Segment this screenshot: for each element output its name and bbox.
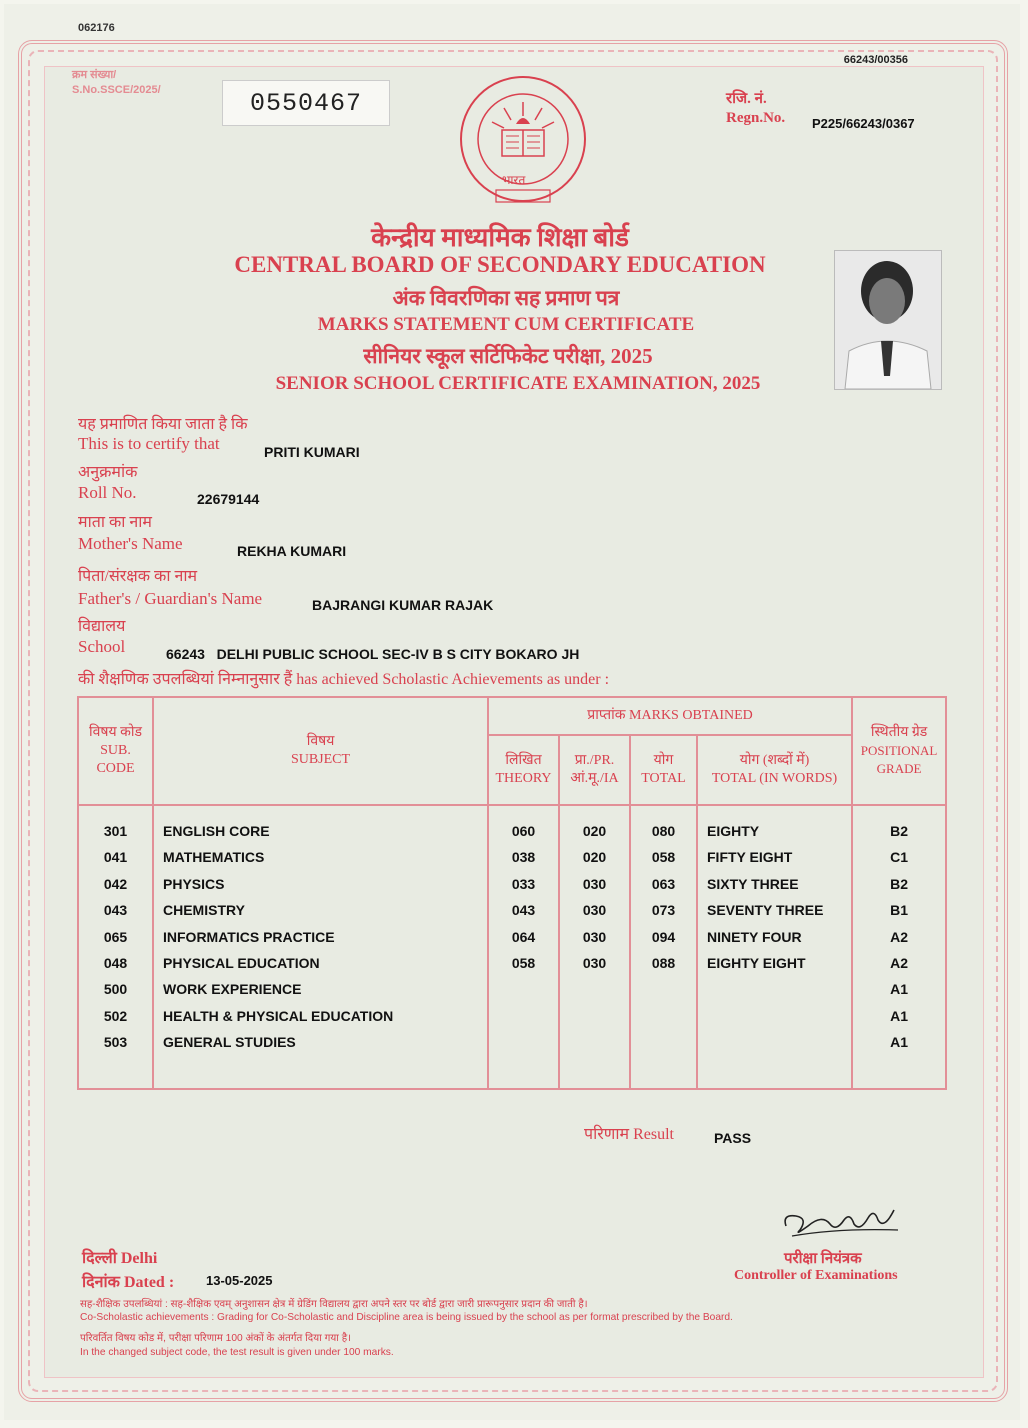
col-sub-code — [78, 805, 153, 1089]
table-cell: 502 — [103, 1007, 128, 1024]
issue-date: 13-05-2025 — [206, 1273, 273, 1288]
roll-number: 22679144 — [197, 491, 260, 507]
header-theory — [488, 735, 559, 805]
table-cell: 088 — [651, 955, 676, 972]
regn-number: P225/66243/0367 — [812, 116, 915, 131]
result-value: PASS — [714, 1130, 752, 1146]
header-total-hi: योग — [653, 753, 674, 768]
dated-label: दिनांक Dated : — [82, 1274, 175, 1291]
father-name: BAJRANGI KUMAR RAJAK — [312, 597, 494, 613]
table-cell: A1 — [890, 1034, 908, 1051]
table-cell: A1 — [890, 981, 908, 998]
table-cell: 080 — [651, 823, 676, 839]
table-body-row — [78, 805, 946, 1089]
certify-label-hi: यह प्रमाणित किया जाता है कि — [78, 416, 248, 433]
header-subject-hi: विषय — [306, 734, 335, 749]
table-cell: 043 — [103, 902, 128, 919]
table-cell: 030 — [582, 902, 607, 919]
table-cell: 020 — [582, 823, 607, 839]
table-cell: MATHEMATICS — [163, 849, 265, 866]
serial-number: 0550467 — [222, 80, 390, 126]
student-name: PRITI KUMARI — [264, 444, 360, 460]
table-cell: 094 — [651, 928, 676, 945]
table-cell: NINETY FOUR — [707, 928, 802, 945]
header-total-words — [697, 735, 852, 805]
emblem-label: भारत — [502, 173, 526, 187]
father-label-en: Father's / Guardian's Name — [78, 589, 263, 608]
table-cell: A1 — [890, 1007, 908, 1024]
father-label-hi: पिता/संरक्षक का नाम — [78, 568, 198, 585]
school-label-en: School — [78, 637, 126, 656]
header-practical — [559, 735, 630, 805]
header-words-en: TOTAL (IN WORDS) — [711, 771, 838, 786]
exam-name-en: SENIOR SCHOOL CERTIFICATE EXAMINATION, 2025 — [275, 373, 761, 394]
roll-label-en: Roll No. — [78, 483, 137, 502]
result-label-en: Result — [633, 1126, 674, 1143]
table-cell: C1 — [890, 849, 908, 866]
school-label-hi: विद्यालय — [78, 618, 126, 635]
table-cell: 301 — [103, 823, 128, 839]
table-cell: PHYSICS — [163, 875, 225, 892]
roll-label-hi: अनुक्रमांक — [78, 464, 138, 481]
header-sub-code-hi: विषय कोड — [89, 725, 142, 740]
student-photo-icon — [835, 251, 941, 389]
school-name: 66243 DELHI PUBLIC SCHOOL SEC-IV B S CITY BOKARO JH — [166, 646, 580, 662]
table-cell: ENGLISH CORE — [163, 823, 270, 839]
certificate-title-en: MARKS STATEMENT CUM CERTIFICATE — [317, 314, 695, 335]
table-cell: 030 — [582, 955, 607, 972]
mother-label-hi: माता का नाम — [78, 514, 153, 531]
regn-label-hi: रजि. नं. — [726, 91, 767, 107]
col-total — [630, 805, 697, 1089]
table-cell: EIGHTY EIGHT — [707, 955, 806, 972]
place: दिल्ली Delhi — [82, 1250, 158, 1267]
achievements-line — [78, 667, 609, 689]
table-cell: B2 — [890, 823, 908, 839]
table-cell: INFORMATICS PRACTICE — [163, 928, 335, 945]
col-grade — [852, 805, 946, 1089]
table-cell: 064 — [511, 928, 536, 945]
table-cell: HEALTH & PHYSICAL EDUCATION — [163, 1007, 394, 1024]
col-subject — [153, 805, 488, 1089]
table-cell: 030 — [582, 928, 607, 945]
table-cell: 043 — [511, 902, 536, 919]
header-pr-en: आं.मू./IA — [570, 771, 619, 786]
header-theory-hi: लिखित — [505, 753, 542, 768]
header-words-hi: योग (शब्दों में) — [739, 753, 810, 768]
header-grade — [852, 697, 946, 805]
table-cell: GENERAL STUDIES — [163, 1034, 296, 1051]
note-changed-code-hi: परिवर्तित विषय कोड में, परीक्षा परिणाम 100 अंकों के अंतर्गत दिया गया है। — [80, 1333, 351, 1344]
table-cell: 503 — [103, 1034, 128, 1051]
note-changed-code-en: In the changed subject code, the test result is given under 100 marks. — [80, 1347, 394, 1358]
student-photo — [834, 250, 942, 390]
table-cell: 073 — [651, 902, 676, 919]
controller-signature — [778, 1196, 904, 1242]
table-cell: 048 — [103, 955, 128, 972]
table-cell: SEVENTY THREE — [707, 902, 824, 919]
header-pr-hi: प्रा./PR. — [574, 753, 615, 768]
table-cell: 058 — [651, 849, 676, 866]
col-theory — [488, 805, 559, 1089]
exam-name-hi: सीनियर स्कूल सर्टिफिकेट परीक्षा, 2025 — [363, 344, 653, 368]
header-marks-hi: प्राप्तांक — [587, 708, 626, 723]
header-subject-en: SUBJECT — [290, 752, 351, 767]
table-cell: WORK EXPERIENCE — [163, 981, 302, 998]
header-marks-en: MARKS OBTAINED — [629, 708, 753, 723]
table-cell: B2 — [890, 875, 908, 892]
regn-label-en: Regn.No. — [726, 110, 786, 126]
table-cell: FIFTY EIGHT — [707, 849, 793, 866]
header-total — [630, 735, 697, 805]
table-cell: 065 — [103, 928, 128, 945]
header-theory-en: THEORY — [495, 771, 552, 786]
table-cell: A2 — [890, 955, 908, 972]
board-name-hi: केन्द्रीय माध्यमिक शिक्षा बोर्ड — [371, 223, 629, 252]
mother-name: REKHA KUMARI — [237, 543, 347, 559]
mother-label-en: Mother's Name — [78, 534, 183, 553]
table-cell: SIXTY THREE — [707, 875, 799, 892]
table-cell: 020 — [582, 849, 607, 866]
note-co-scholastic-en: Co-Scholastic achievements : Grading for Co-Scholastic and Discipline area is being issued by the school as per format prescribed by the Board. — [80, 1312, 733, 1323]
controller-title-hi: परीक्षा नियंत्रक — [784, 1251, 862, 1267]
table-cell: 060 — [511, 823, 536, 839]
col-total-words — [697, 805, 852, 1089]
controller-title-en: Controller of Examinations — [734, 1268, 898, 1283]
marks-table — [77, 696, 947, 1090]
header-subject — [153, 697, 488, 805]
serial-label-hi: क्रम संख्या/ — [72, 69, 117, 81]
table-cell: 033 — [511, 875, 536, 892]
serial-label — [72, 68, 161, 98]
table-cell: B1 — [890, 902, 908, 919]
serial-label-en: S.No.SSCE/2025/ — [72, 84, 161, 96]
header-marks-obtained — [488, 697, 852, 735]
col-practical — [559, 805, 630, 1089]
achievements-hi: की शैक्षणिक उपलब्धियां निम्नानुसार हैं — [78, 671, 293, 688]
result-label-hi: परिणाम — [584, 1126, 630, 1143]
table-cell: 058 — [511, 955, 536, 972]
table-cell: 063 — [651, 875, 676, 892]
note-co-scholastic-hi: सह-शैक्षिक उपलब्धियां : सह-शैक्षिक एवम् अनुशासन क्षेत्र में ग्रेडिंग विद्यालय द्वारा अपने स्तर पर बोर्ड द्वारा जारी प्रारूपनुसार प्रदान की जाती है। — [80, 1299, 588, 1310]
table-cell: 041 — [103, 849, 128, 866]
certify-label-en: This is to certify that — [78, 434, 220, 453]
table-cell: 500 — [103, 981, 128, 998]
header-grade-en: POSITIONAL GRADE — [860, 743, 938, 776]
top-left-serial: 062176 — [78, 22, 115, 34]
top-right-serial: 66243/00356 — [843, 54, 908, 66]
header-grade-hi: स्थितीय ग्रेड — [870, 725, 928, 740]
header-sub-code — [78, 697, 153, 805]
result-label — [584, 1122, 674, 1144]
table-cell: 030 — [582, 875, 607, 892]
achievements-en: has achieved Scholastic Achievements as under : — [296, 671, 610, 688]
table-cell: A2 — [890, 928, 908, 945]
header-total-en: TOTAL — [641, 771, 686, 786]
table-cell: 038 — [511, 849, 536, 866]
header-sub-code-en: SUB. CODE — [96, 743, 135, 776]
table-cell: CHEMISTRY — [163, 902, 245, 919]
board-name-en: CENTRAL BOARD OF SECONDARY EDUCATION — [234, 252, 766, 277]
table-cell: EIGHTY — [707, 823, 760, 839]
table-cell: PHYSICAL EDUCATION — [163, 955, 320, 972]
table-cell: 042 — [103, 875, 128, 892]
certificate-title-hi: अंक विवरणिका सह प्रमाण पत्र — [392, 286, 620, 310]
